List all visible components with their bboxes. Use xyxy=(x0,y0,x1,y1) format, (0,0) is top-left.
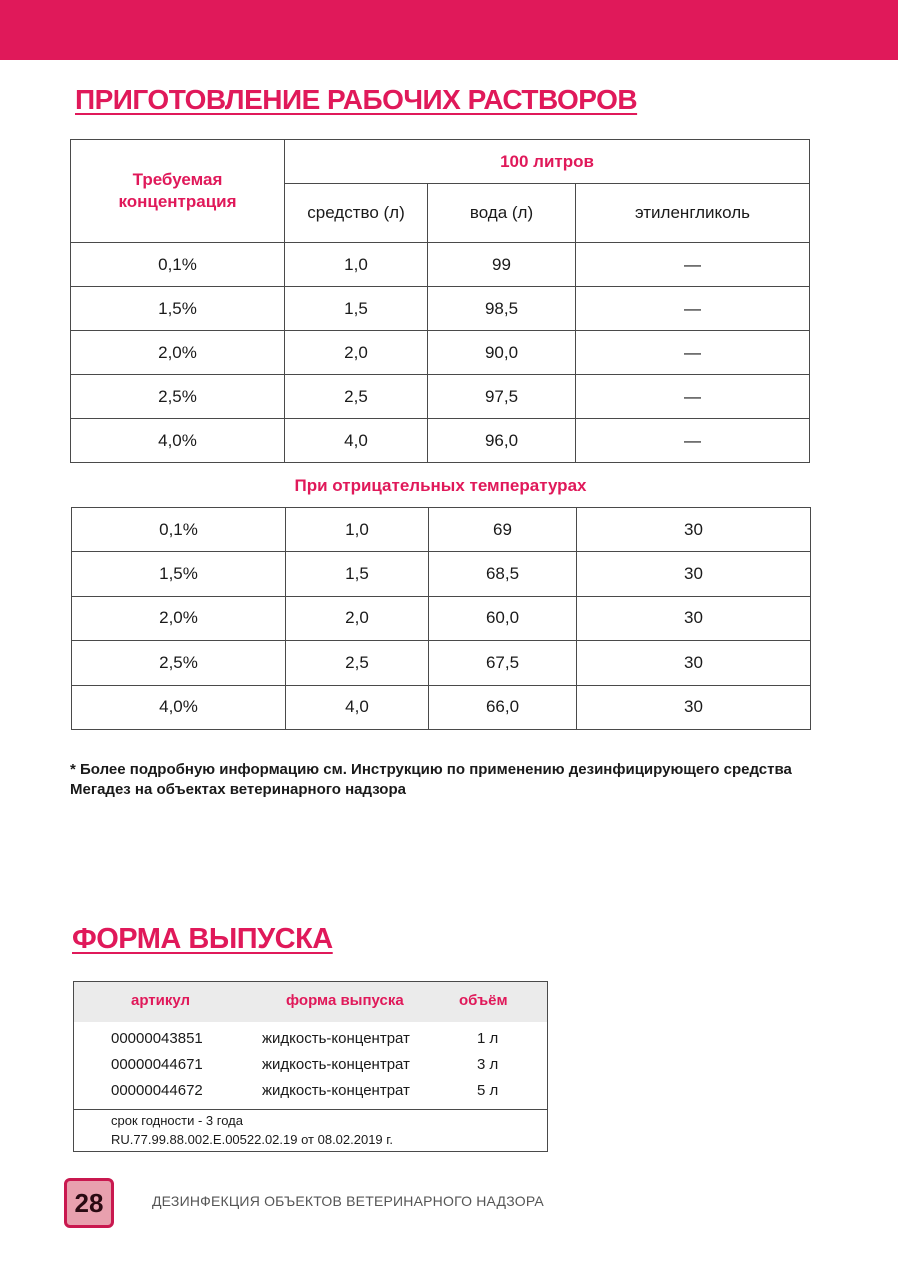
release-divider xyxy=(74,1109,547,1110)
cell-concentration: 0,1% xyxy=(72,508,286,552)
section-title-release-form: ФОРМА ВЫПУСКА xyxy=(72,923,333,955)
cell-ethylene-glycol: 30 xyxy=(577,508,811,552)
cell-concentration: 2,0% xyxy=(71,331,285,375)
page-number-badge: 28 xyxy=(64,1178,114,1228)
table-row xyxy=(72,552,811,596)
registration-number: RU.77.99.88.002.Е.00522.02.19 от 08.02.2019 г. xyxy=(111,1132,394,1147)
cell-concentration: 2,5% xyxy=(72,641,286,685)
header-concentration xyxy=(71,140,285,243)
list-item xyxy=(74,1030,547,1056)
header-article: артикул xyxy=(131,992,191,1009)
cell-agent: 2,0 xyxy=(285,331,428,375)
cell-agent: 1,0 xyxy=(285,243,428,287)
cell-concentration: 1,5% xyxy=(71,287,285,331)
cell-water: 99 xyxy=(428,243,576,287)
cell-water: 69 xyxy=(429,508,577,552)
cell-concentration: 0,1% xyxy=(71,243,285,287)
negative-temperatures-caption: При отрицательных температурах xyxy=(294,476,587,495)
list-item xyxy=(74,1056,547,1082)
shelf-life: срок годности - 3 года xyxy=(111,1113,243,1128)
header-volume: объём xyxy=(459,992,508,1009)
release-form: жидкость-концентрат xyxy=(262,1082,410,1099)
cell-ethylene-glycol: — xyxy=(576,243,810,287)
cell-ethylene-glycol: — xyxy=(576,287,810,331)
header-volume-group: 100 литров xyxy=(285,140,810,184)
list-item xyxy=(74,1082,547,1108)
header-release-form: форма выпуска xyxy=(286,992,404,1009)
cell-water: 97,5 xyxy=(428,375,576,419)
cell-water: 98,5 xyxy=(428,287,576,331)
cell-agent: 2,5 xyxy=(285,375,428,419)
table-row xyxy=(72,641,811,685)
table-row xyxy=(72,508,811,552)
release-form: жидкость-концентрат xyxy=(262,1030,410,1047)
table-row xyxy=(72,685,811,729)
cell-concentration: 2,0% xyxy=(72,596,286,640)
table-row xyxy=(72,596,811,640)
cell-agent: 2,5 xyxy=(286,641,429,685)
header-concentration-label: Требуемая концентрация xyxy=(118,170,237,211)
note-line: * Более подробную информацию см. Инструкцию по применению дезинфицирующего средства xyxy=(70,761,792,778)
cell-water: 68,5 xyxy=(429,552,577,596)
table-row xyxy=(71,243,810,287)
cell-concentration: 2,5% xyxy=(71,375,285,419)
cell-ethylene-glycol: — xyxy=(576,375,810,419)
cell-ethylene-glycol: 30 xyxy=(577,641,811,685)
cell-ethylene-glycol: 30 xyxy=(577,596,811,640)
cell-water: 96,0 xyxy=(428,419,576,463)
release-form-table xyxy=(73,981,548,1152)
article-number: 00000043851 xyxy=(111,1030,203,1047)
table-row xyxy=(71,331,810,375)
volume: 3 л xyxy=(477,1056,499,1073)
article-number: 00000044671 xyxy=(111,1056,203,1073)
release-header xyxy=(74,982,547,1022)
table-row xyxy=(71,419,810,463)
header-ethylene-glycol: этиленгликоль xyxy=(576,184,810,243)
cell-water: 66,0 xyxy=(429,685,577,729)
cell-agent: 1,0 xyxy=(286,508,429,552)
release-form: жидкость-концентрат xyxy=(262,1056,410,1073)
note-line: Мегадез на объектах ветеринарного надзора xyxy=(70,781,406,798)
cell-agent: 2,0 xyxy=(286,596,429,640)
cell-ethylene-glycol: — xyxy=(576,419,810,463)
cell-ethylene-glycol: — xyxy=(576,331,810,375)
cell-water: 60,0 xyxy=(429,596,577,640)
solutions-table xyxy=(70,139,810,463)
header-water: вода (л) xyxy=(428,184,576,243)
header-agent: средство (л) xyxy=(285,184,428,243)
volume: 1 л xyxy=(477,1030,499,1047)
cell-concentration: 4,0% xyxy=(72,685,286,729)
article-number: 00000044672 xyxy=(111,1082,203,1099)
footer-title: ДЕЗИНФЕКЦИЯ ОБЪЕКТОВ ВЕТЕРИНАРНОГО НАДЗОРА xyxy=(152,1193,544,1209)
cell-agent: 1,5 xyxy=(285,287,428,331)
cell-ethylene-glycol: 30 xyxy=(577,685,811,729)
cell-concentration: 1,5% xyxy=(72,552,286,596)
table-row xyxy=(71,375,810,419)
cell-agent: 4,0 xyxy=(285,419,428,463)
section-title-solutions: ПРИГОТОВЛЕНИЕ РАБОЧИХ РАСТВОРОВ xyxy=(75,84,638,115)
top-accent-bar xyxy=(0,0,898,60)
cell-agent: 4,0 xyxy=(286,685,429,729)
instruction-note xyxy=(70,760,830,800)
cell-water: 90,0 xyxy=(428,331,576,375)
cell-agent: 1,5 xyxy=(286,552,429,596)
volume: 5 л xyxy=(477,1082,499,1099)
negative-temperatures-table xyxy=(71,507,811,730)
cell-concentration: 4,0% xyxy=(71,419,285,463)
table-row xyxy=(71,287,810,331)
cell-water: 67,5 xyxy=(429,641,577,685)
cell-ethylene-glycol: 30 xyxy=(577,552,811,596)
